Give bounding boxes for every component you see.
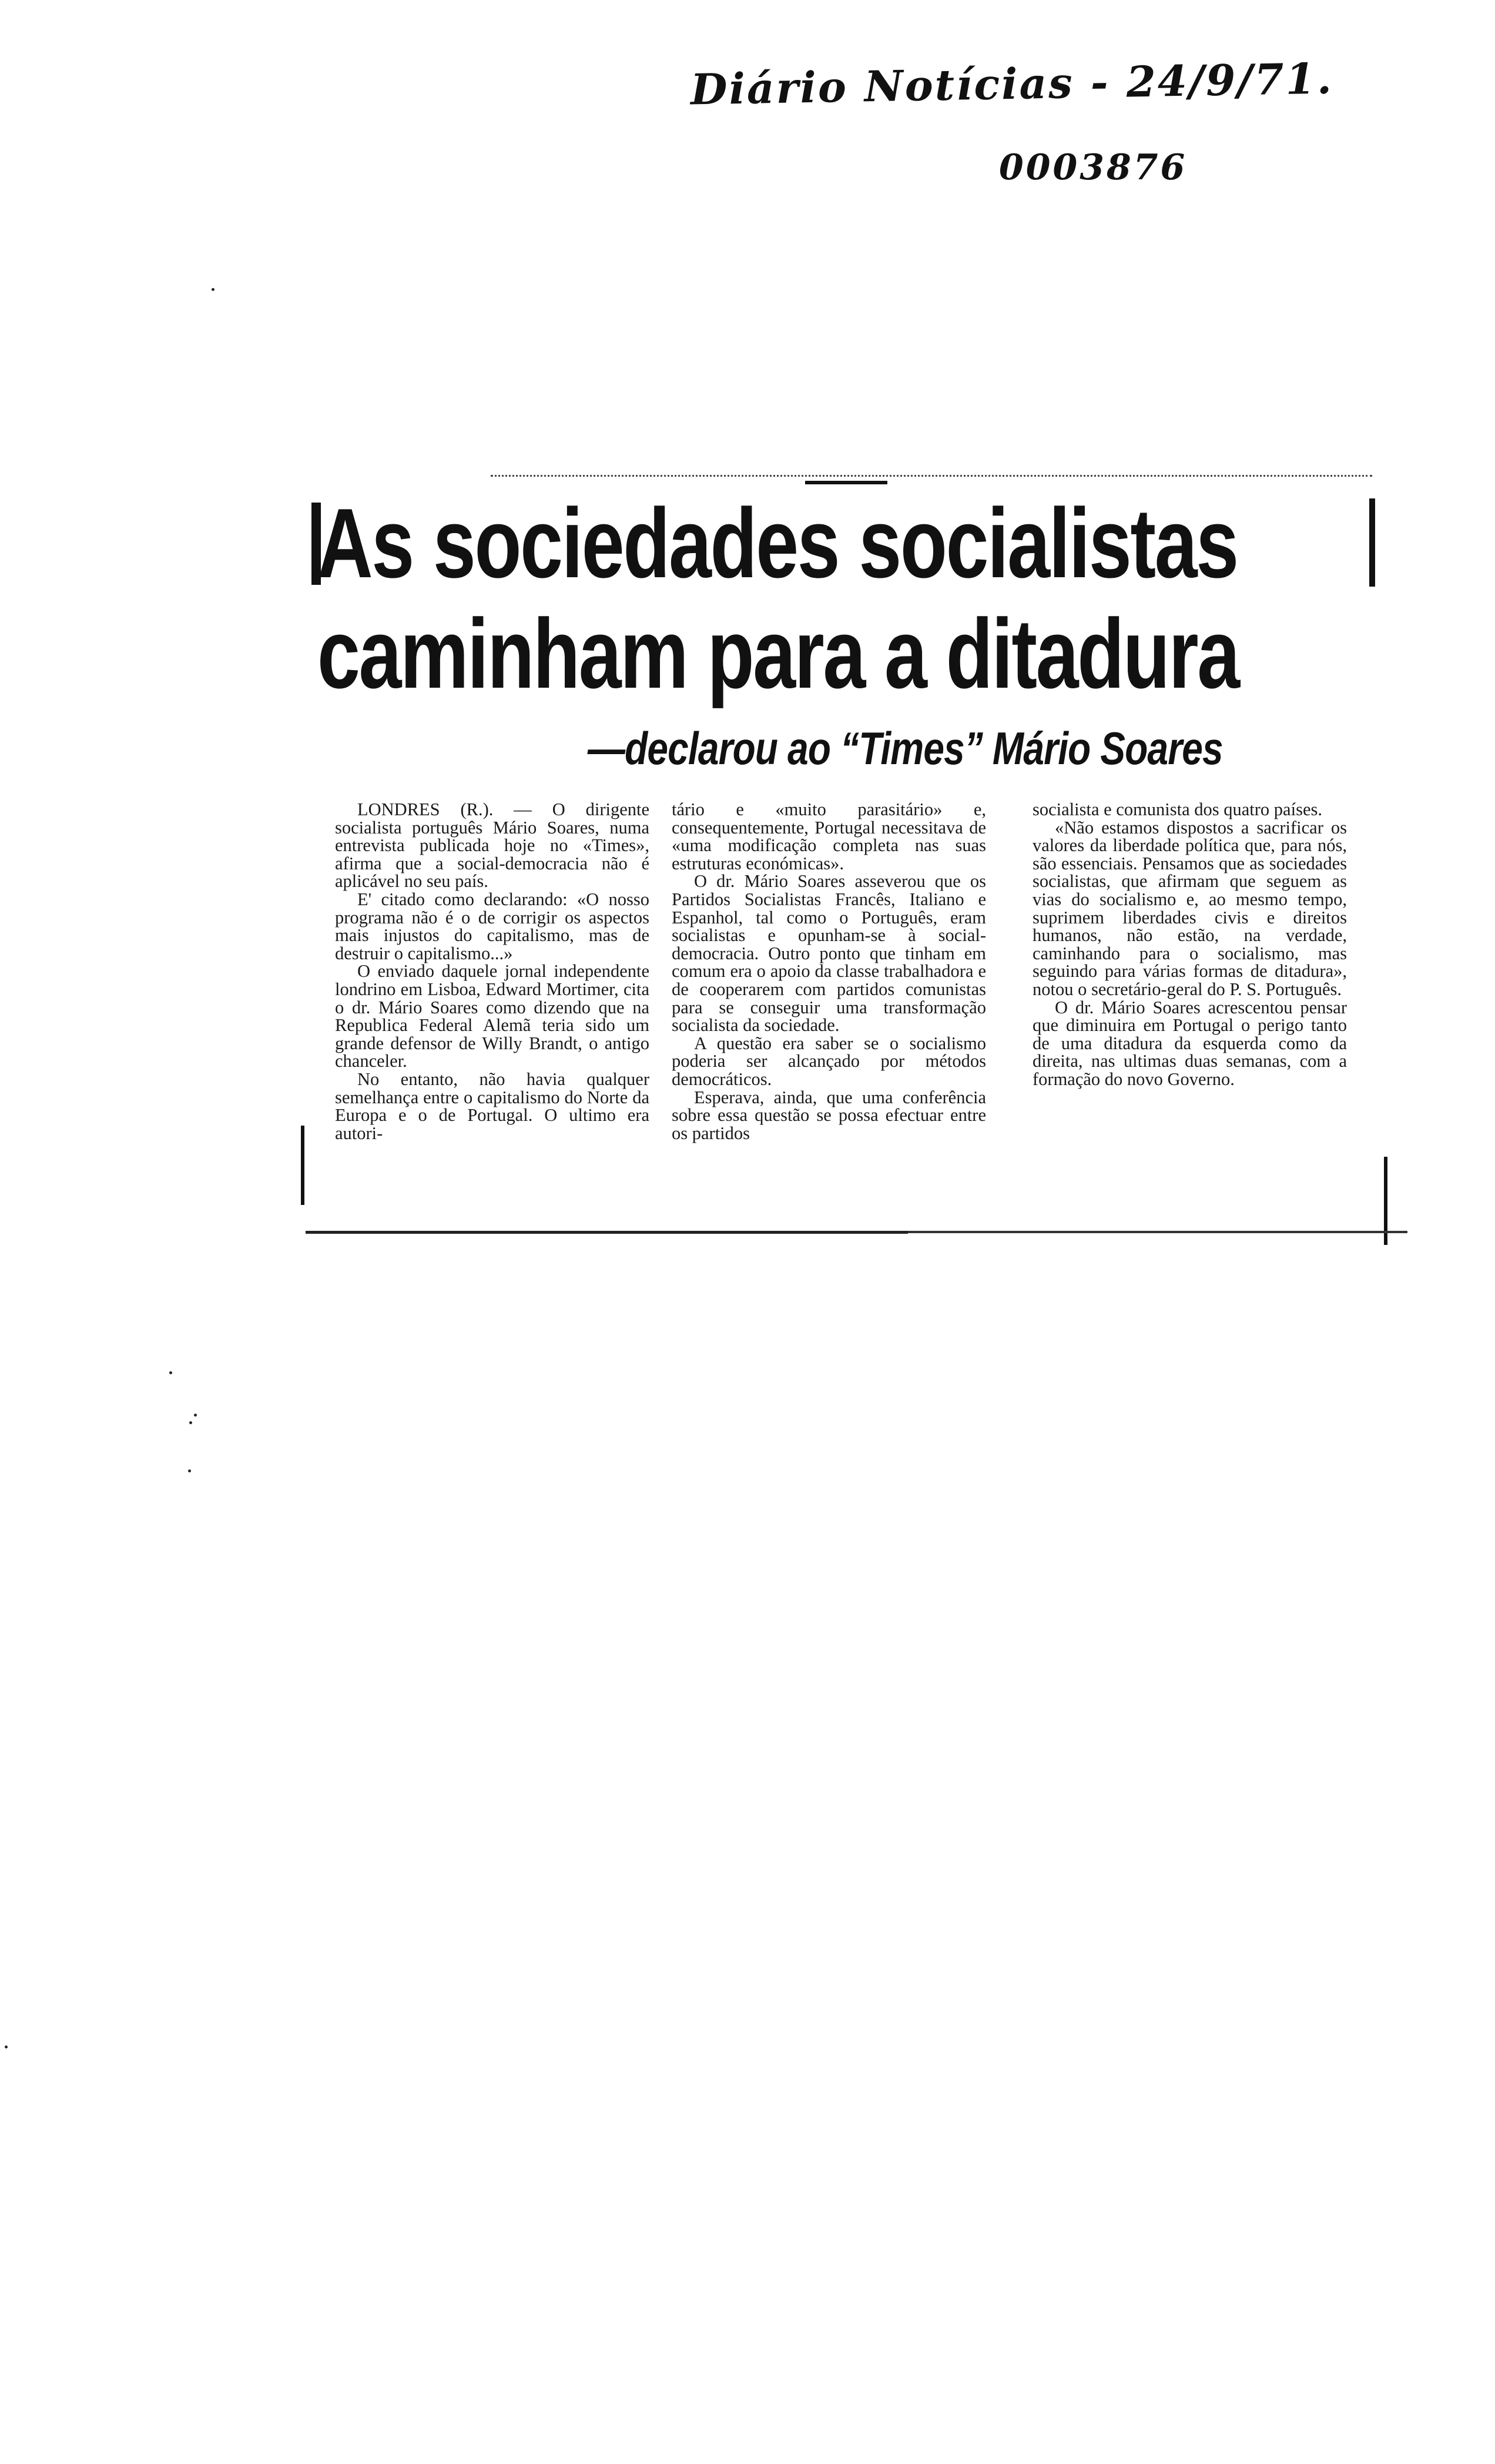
- scan-speck: [5, 2045, 8, 2048]
- bottom-rule-right: [908, 1231, 1407, 1233]
- article-column-2: [672, 801, 986, 1142]
- paragraph: «Não estamos dispostos a sacrificar os valores da liberdade política que, para nós, são essenciais. Pensamos que as sociedades socialistas, que afirmam que seguem as vias do socialismo e, ao mesmo tempo, suprimem liberdades civis e direitos humanos, não estão, na verdade, caminhando para o socialismo, mas seguindo para várias formas de ditadura», notou o secretário-geral do P. S. Português.: [1033, 817, 1347, 999]
- paragraph: O dr. Mário Soares asseverou que os Partidos Socialistas Francês, Italiano e Espanhol, tal como o Português, eram socialistas e opunham-se à social-democracia. Outro ponto que tinham em comum era o apoio da classe trabalhadora e de cooperarem com partidos comunistas para se conseguir uma transformação socialista da sociedade.: [672, 871, 986, 1036]
- paragraph: tário e «muito parasitário» e, consequentemente, Portugal necessitava de «uma modificação completa nas suas estruturas económicas».: [672, 799, 986, 873]
- article-column-3: [1033, 801, 1347, 1089]
- headline-right-bar: [1369, 498, 1375, 587]
- article-column-1: [335, 801, 649, 1142]
- paragraph: E' citado como declarando: «O nosso programa não é o de corrigir os aspectos mais injustos do capitalismo, mas de destruir o capitalismo...»: [335, 889, 649, 963]
- headline: [317, 488, 1239, 709]
- paragraph: LONDRES (R.). — O dirigente socialista português Mário Soares, numa entrevista publicada hoje no «Times», afirma que a social-democracia não é aplicável no seu país.: [335, 799, 649, 892]
- scan-speck: [194, 1414, 197, 1417]
- scan-speck: [189, 1421, 192, 1424]
- paragraph: No entanto, não havia qualquer semelhança entre o capitalismo do Norte da Europa e o de Portugal. O ultimo era autori-: [335, 1069, 649, 1143]
- bottom-rule-left: [306, 1231, 908, 1234]
- headline-line-1: As sociedades socialistas: [317, 488, 1238, 598]
- scan-speck: [188, 1469, 191, 1472]
- paragraph: O dr. Mário Soares acrescentou pensar que diminuira em Portugal o perigo tanto de uma ditadura da esquerda como da direita, nas ultimas duas semanas, com a formação do novo Governo.: [1033, 997, 1347, 1089]
- scan-speck: [212, 288, 214, 291]
- subheadline: —declarou ao “Times” Mário Soares: [588, 722, 1223, 774]
- top-rule-dash: [805, 481, 887, 484]
- top-dotted-rule: [491, 475, 1372, 477]
- handwritten-archive-code: 0003876: [999, 147, 1188, 188]
- headline-line-2: caminham para a ditadura: [317, 598, 1239, 709]
- paragraph: Esperava, ainda, que uma conferência sobre essa questão se possa efectuar entre os partidos: [672, 1087, 986, 1143]
- margin-mark-left: [301, 1126, 304, 1205]
- handwritten-source-note: Diário Notícias - 24/9/71.: [690, 53, 1334, 115]
- paragraph: O enviado daquele jornal independente londrino em Lisboa, Edward Mortimer, cita o dr. Mário Soares como dizendo que na Republica Federal Alemã teria sido um grande defensor de Willy Brandt, o antigo chanceler.: [335, 961, 649, 1072]
- paragraph: socialista e comunista dos quatro países.: [1033, 799, 1322, 819]
- scan-speck: [169, 1371, 172, 1374]
- paragraph: A questão era saber se o socialismo poderia ser alcançado por métodos democráticos.: [672, 1033, 986, 1089]
